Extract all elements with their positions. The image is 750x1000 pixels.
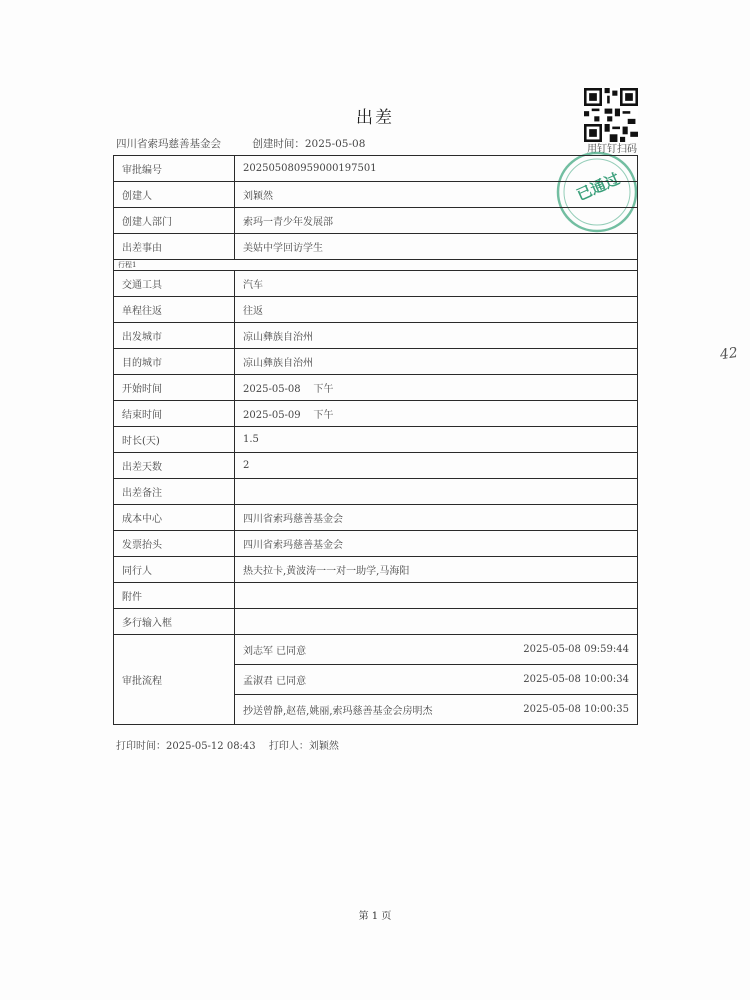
trip-section-header: [114, 260, 638, 271]
field-label: 目的城市: [114, 349, 235, 375]
approval-step-text: 刘志军 已同意: [243, 646, 307, 657]
field-label: 出差备注: [114, 479, 235, 505]
field-label: 交通工具: [114, 271, 235, 297]
field-label: 单程往返: [114, 297, 235, 323]
table-row: [114, 609, 638, 635]
field-label: 发票抬头: [114, 531, 235, 557]
table-row: [114, 234, 638, 260]
table-row: [114, 208, 638, 234]
field-value: 2025-05-08 下午: [235, 375, 638, 401]
table-row: [114, 531, 638, 557]
field-label: 时长(天): [114, 427, 235, 453]
table-row: [114, 505, 638, 531]
created-date: 2025-05-08: [304, 138, 366, 150]
field-label: 创建人: [114, 182, 235, 208]
approval-step: [235, 664, 637, 694]
approved-stamp-text: 已通过: [573, 169, 623, 205]
field-label: 创建人部门: [114, 208, 235, 234]
approval-flow-steps: [235, 635, 638, 725]
organization-name: 四川省索玛慈善基金会: [116, 138, 221, 150]
page-number: 第 1 页: [358, 911, 392, 922]
field-value: 2: [235, 453, 638, 479]
table-row: [114, 297, 638, 323]
field-value: 美姑中学回访学生: [235, 234, 638, 260]
field-value: [235, 583, 638, 609]
field-value: 凉山彝族自治州: [235, 349, 638, 375]
field-value: 四川省索玛慈善基金会: [235, 531, 638, 557]
print-time: 2025-05-12 08:43: [166, 741, 256, 752]
table-row: [114, 375, 638, 401]
table-row: [114, 557, 638, 583]
field-label: 审批编号: [114, 156, 235, 182]
approval-step: [235, 694, 637, 724]
approval-step-text: 抄送曾静,赵蓓,姚丽,索玛慈善基金会房明杰: [243, 706, 433, 717]
qr-caption: 用钉钉扫码: [587, 144, 637, 155]
table-row: [114, 583, 638, 609]
field-value: [235, 609, 638, 635]
section-label: 行程1: [114, 260, 638, 271]
document-title: 出差: [356, 108, 394, 128]
field-value: 凉山彝族自治州: [235, 323, 638, 349]
table-row: [114, 453, 638, 479]
approval-step-time: 2025-05-08 10:00:34: [523, 674, 629, 685]
field-value: 热夫拉卡,黄波涛一一对一助学,马海阳: [235, 557, 638, 583]
field-value: 202505080959000197501: [235, 156, 638, 182]
field-value: 往返: [235, 297, 638, 323]
document-header-line: [116, 136, 365, 151]
field-label: 成本中心: [114, 505, 235, 531]
field-label: 出发城市: [114, 323, 235, 349]
approval-form-table: [113, 155, 638, 725]
table-row: [114, 401, 638, 427]
approval-flow-row: [114, 635, 638, 725]
field-value: [235, 479, 638, 505]
field-value: 汽车: [235, 271, 638, 297]
table-row: [114, 323, 638, 349]
approval-step: [235, 635, 637, 664]
field-value: 刘颖然: [235, 182, 638, 208]
field-label: 出差天数: [114, 453, 235, 479]
table-row: [114, 479, 638, 505]
approval-step-time: 2025-05-08 09:59:44: [523, 644, 629, 655]
table-row: [114, 427, 638, 453]
field-label: 同行人: [114, 557, 235, 583]
created-label: 创建时间：: [252, 138, 305, 150]
field-label: 出差事由: [114, 234, 235, 260]
table-row: [114, 271, 638, 297]
field-value: 1.5: [235, 427, 638, 453]
handwritten-margin-note: 42: [718, 344, 739, 364]
field-label: 开始时间: [114, 375, 235, 401]
printer-name: 刘颖然: [308, 741, 339, 752]
field-value: 四川省索玛慈善基金会: [235, 505, 638, 531]
field-label: 附件: [114, 583, 235, 609]
print-time-label: 打印时间：: [116, 741, 166, 752]
qr-code-icon: [584, 88, 638, 142]
print-info: [116, 737, 339, 752]
table-row: [114, 156, 638, 182]
approval-step-time: 2025-05-08 10:00:35: [523, 704, 629, 715]
field-label: 结束时间: [114, 401, 235, 427]
field-label: 多行输入框: [114, 609, 235, 635]
approval-step-text: 孟淑君 已同意: [243, 676, 307, 687]
field-value: 2025-05-09 下午: [235, 401, 638, 427]
approval-flow-label: 审批流程: [114, 635, 235, 725]
field-value: 索玛一青少年发展部: [235, 208, 638, 234]
printer-label: 打印人：: [268, 741, 309, 752]
table-row: [114, 182, 638, 208]
table-row: [114, 349, 638, 375]
